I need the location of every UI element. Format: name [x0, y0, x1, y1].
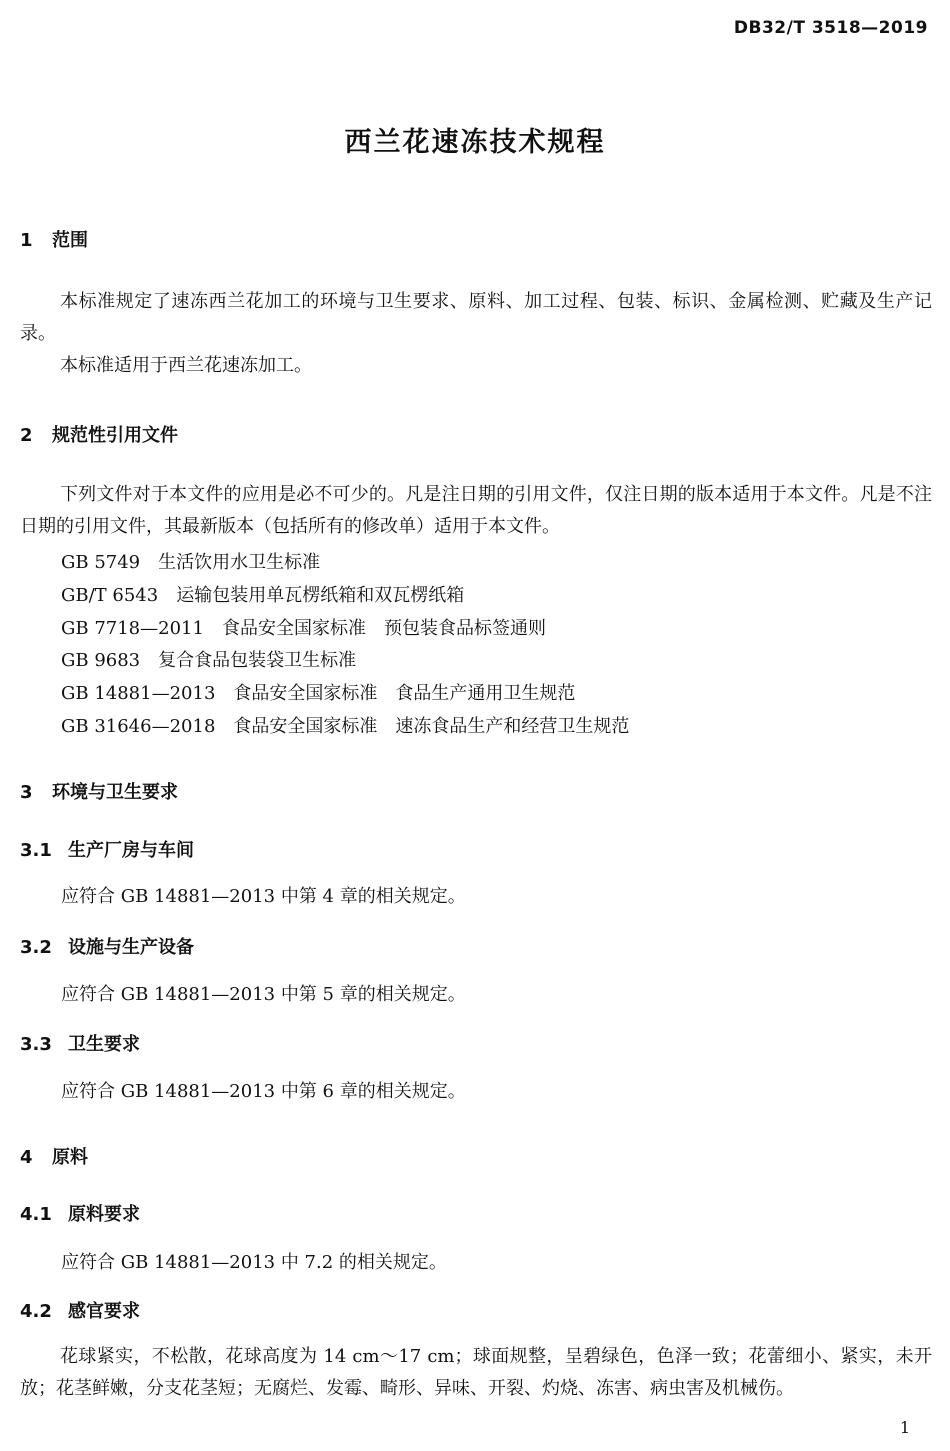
section-title: 环境与卫生要求	[52, 782, 178, 803]
subsection-3-1-text: 应符合 GB 14881—2013 中第 4 章的相关规定。	[61, 886, 466, 907]
section-1-paragraph-2: 本标准适用于西兰花速冻加工。	[60, 355, 312, 376]
section-number: 4	[20, 1147, 33, 1168]
subsection-4-2-paragraph: 花球紧实，不松散，花球高度为 14 cm～17 cm；球面规整，呈碧绿色，色泽一致；花蕾细小、紧实，未开放；花茎鲜嫩，分支花茎短；无腐烂、发霉、畸形、异味、开裂、灼烧、冻害、病虫害及机械伤。	[20, 1346, 932, 1399]
section-2-paragraph: 下列文件对于本文件的应用是必不可少的。凡是注日期的引用文件，仅注日期的版本适用于本文件。凡是不注日期的引用文件，其最新版本（包括所有的修改单）适用于本文件。	[20, 484, 932, 537]
reference-title: 生活饮用水卫生标准	[158, 552, 321, 573]
subsection-title: 设施与生产设备	[68, 937, 194, 958]
subsection-4-2-heading	[20, 1297, 140, 1323]
section-number: 2	[20, 425, 33, 446]
subsection-3-2-heading	[20, 933, 194, 959]
section-1-heading	[20, 226, 88, 252]
page-number: 1	[899, 1418, 910, 1437]
reference-title: 复合食品包装袋卫生标准	[158, 650, 357, 671]
subsection-number: 3.3	[20, 1034, 52, 1055]
reference-item	[61, 712, 629, 738]
subsection-3-2-text: 应符合 GB 14881—2013 中第 5 章的相关规定。	[61, 984, 466, 1005]
subsection-3-3-text: 应符合 GB 14881—2013 中第 6 章的相关规定。	[61, 1081, 466, 1102]
document-title: 西兰花速冻技术规程	[344, 127, 606, 158]
subsection-number: 3.2	[20, 937, 52, 958]
section-2-heading	[20, 421, 178, 447]
reference-item	[61, 581, 464, 607]
reference-code: GB 9683	[61, 650, 141, 671]
subsection-4-1-text: 应符合 GB 14881—2013 中 7.2 的相关规定。	[61, 1252, 447, 1273]
reference-item	[61, 679, 575, 705]
standard-code: DB32/T 3518—2019	[733, 18, 928, 38]
subsection-4-1-heading	[20, 1200, 140, 1226]
reference-title: 运输包装用单瓦楞纸箱和双瓦楞纸箱	[176, 585, 465, 606]
section-1-paragraph-1: 本标准规定了速冻西兰花加工的环境与卫生要求、原料、加工过程、包装、标识、金属检测、贮藏及生产记录。	[20, 291, 932, 344]
reference-item	[61, 646, 356, 672]
subsection-title: 生产厂房与车间	[68, 840, 194, 861]
reference-code: GB 31646—2018	[61, 716, 216, 737]
reference-code: GB 5749	[61, 552, 141, 573]
subsection-number: 4.2	[20, 1301, 52, 1322]
reference-code: GB 14881—2013	[61, 683, 216, 704]
section-title: 规范性引用文件	[52, 425, 178, 446]
reference-item	[61, 548, 320, 574]
section-title: 范围	[52, 230, 88, 251]
subsection-3-1-heading	[20, 836, 194, 862]
reference-title: 食品安全国家标准 速冻食品生产和经营卫生规范	[233, 716, 630, 737]
section-number: 1	[20, 230, 33, 251]
subsection-3-3-heading	[20, 1030, 140, 1056]
section-number: 3	[20, 782, 33, 803]
reference-item	[61, 614, 546, 640]
subsection-number: 3.1	[20, 840, 52, 861]
section-title: 原料	[52, 1147, 88, 1168]
reference-code: GB 7718—2011	[61, 618, 204, 639]
reference-title: 食品安全国家标准 食品生产通用卫生规范	[233, 683, 576, 704]
subsection-title: 原料要求	[68, 1204, 140, 1225]
reference-title: 食品安全国家标准 预包装食品标签通则	[221, 618, 546, 639]
subsection-title: 卫生要求	[68, 1034, 140, 1055]
section-3-heading	[20, 778, 178, 804]
reference-code: GB/T 6543	[61, 585, 159, 606]
subsection-title: 感官要求	[68, 1301, 140, 1322]
subsection-number: 4.1	[20, 1204, 52, 1225]
section-4-heading	[20, 1143, 88, 1169]
